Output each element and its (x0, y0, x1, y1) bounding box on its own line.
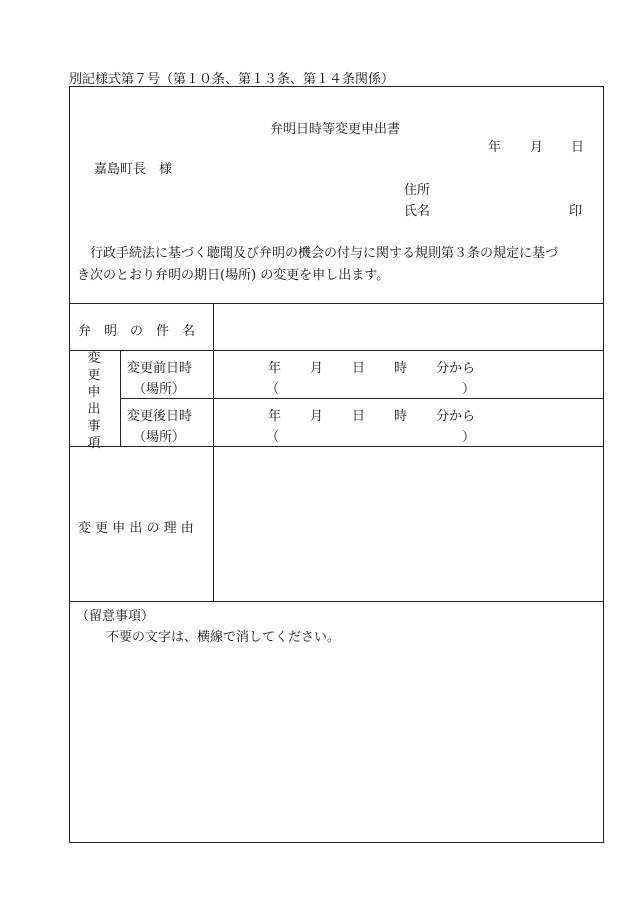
after-place-label: （場所） (133, 430, 186, 445)
notes-text: 不要の文字は、横線で消してください。 (106, 630, 341, 645)
before-month: 月 (310, 361, 324, 376)
before-change-label: 変更前日時 (127, 361, 193, 376)
after-minute: 分から (436, 409, 476, 424)
after-year: 年 (268, 409, 282, 424)
after-day: 日 (352, 409, 366, 424)
reason-field[interactable] (215, 448, 601, 600)
form-title: 弁明日時等変更申出書 (270, 122, 401, 137)
case-name-label: 弁 明 の 件 名 (78, 324, 196, 339)
table-row-divider-1 (70, 350, 603, 351)
change-items-label: 変 更 申 出 事 項 (87, 351, 101, 451)
before-hour: 時 (394, 361, 408, 376)
before-place-label: （場所） (133, 382, 186, 397)
table-row-divider-2 (120, 398, 603, 399)
before-paren-close: ） (462, 382, 476, 397)
before-minute: 分から (436, 361, 476, 376)
notes-heading: （留意事項） (76, 609, 155, 624)
seal-mark: 印 (569, 204, 583, 219)
address-label: 住所 (404, 183, 431, 198)
date-day: 日 (571, 140, 585, 155)
table-row-divider-3 (70, 446, 603, 447)
table-bottom-border (70, 601, 603, 602)
after-change-label: 変更後日時 (127, 409, 193, 424)
table-column-divider (213, 303, 214, 601)
before-year: 年 (268, 361, 282, 376)
after-paren-open: （ (266, 430, 280, 445)
after-hour: 時 (394, 409, 408, 424)
date-month: 月 (530, 140, 544, 155)
name-label: 氏名 (404, 204, 431, 219)
before-paren-open: （ (266, 382, 280, 397)
reason-label: 変 更 申 出 の 理 由 (78, 521, 194, 536)
addressee: 嘉島町長 様 (94, 162, 173, 177)
after-paren-close: ） (462, 430, 476, 445)
table-sub-column-divider (120, 350, 121, 446)
body-line-1: 行政手続法に基づく聴聞及び弁明の機会の付与に関する規則第３条の規定に基づ (77, 246, 559, 261)
after-month: 月 (310, 409, 324, 424)
body-line-2: き次のとおり弁明の期日(場所) の変更を申し出ます。 (77, 268, 390, 283)
table-top-border (70, 303, 603, 304)
form-number: 別記様式第７号（第１０条、第１３条、第１４条関係） (69, 72, 395, 87)
case-name-field[interactable] (215, 305, 601, 349)
before-day: 日 (352, 361, 366, 376)
date-year: 年 (488, 140, 502, 155)
